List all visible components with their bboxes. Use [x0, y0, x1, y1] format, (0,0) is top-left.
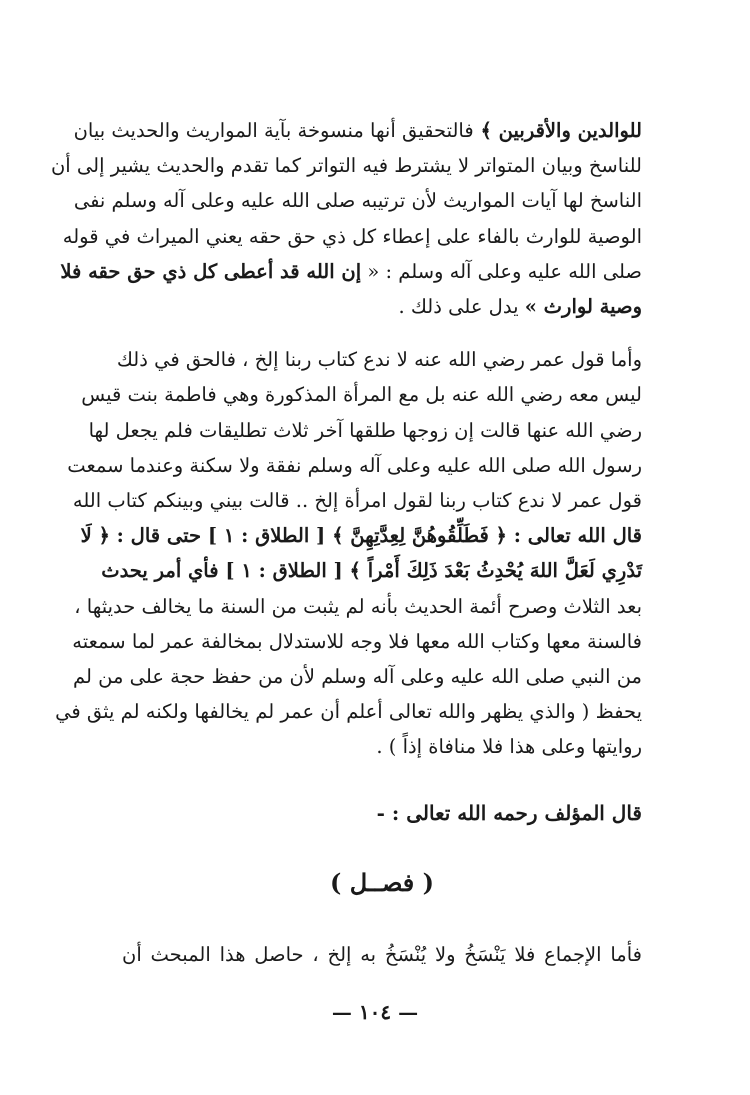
paragraph-1-line-6: [122, 289, 642, 324]
line-text: يدل على ذلك .: [398, 295, 525, 319]
paragraph-3-line-1: فأما الإجماع فلا يَنْسَخُ ولا يُنْسَخُ به إلخ ، حاصل هذا المبحث أن: [122, 942, 642, 966]
line-text: صلى الله عليه وعلى آله وسلم : «: [361, 259, 642, 283]
line-text: الناسخ لها آيات المواريث لأن ترتيبه صلى الله عليه وعلى آله وسلم نفى: [73, 189, 642, 213]
hadith-quote-bold-end: وصية لوارث »: [524, 295, 642, 319]
paragraph-2-line-9: فالسنة معها وكتاب الله معها فلا وجه للاستدلال بمخالفة عمر لما سمعته: [72, 629, 642, 653]
paragraph-2-line-5: قول عمر لا ندع كتاب ربنا لقول امرأة إلخ .. قالت بيني وبينكم كتاب الله: [72, 489, 642, 513]
paragraph-2-line-12: روايتها وعلى هذا فلا منافاة إذاً ) .: [376, 735, 642, 759]
paragraph-2-line-3: رضي الله عنها قالت إن زوجها طلقها آخر ثلاث تطليقات فلم يجعل لها: [88, 418, 642, 442]
paragraph-2-line-1: وأما قول عمر رضي الله عنه لا ندع كتاب ربنا إلخ ، فالحق في ذلك: [116, 348, 642, 372]
paragraph-1-line-3: [73, 183, 642, 218]
paragraph-2-line-4: رسول الله صلى الله عليه وعلى آله وسلم نفقة ولا سكنة وعندما سمعت: [67, 453, 642, 477]
paragraph-1-line-1: [73, 113, 642, 148]
paragraph-2-line-2: ليس معه رضي الله عنه بل مع المرأة المذكورة وهي فاطمة بنت قيس: [81, 383, 642, 407]
paragraph-2: [55, 342, 642, 764]
hadith-quote-bold: إن الله قد أعطى كل ذي حق حقه فلا: [60, 259, 362, 283]
paragraph-2-line-8: بعد الثلاث وصرح أئمة الحديث بأنه لم يثبت من السنة ما يخالف حديثها ،: [74, 594, 642, 618]
line-text: الوصية للوارث بالفاء على إعطاء كل ذي حق حقه يعني الميراث في قوله: [62, 224, 642, 248]
paragraph-1-line-4: [62, 219, 642, 254]
paragraph-1: [50, 113, 642, 324]
paragraph-2-line-7: تَدْرِي لَعَلَّ اللهَ يُحْدِثُ بَعْدَ ذَلِكَ أَمْراً ﴾ [ الطلاق : ١ ] فأي أمر يحدث: [101, 559, 642, 583]
section-title: ( فصــل ): [330, 867, 434, 897]
line-text: فالتحقيق أنها منسوخة بآية المواريث والحديث بيان: [73, 119, 474, 142]
paragraph-2-line-11: يحفظ ( والذي يظهر والله تعالى أعلم أن عمر لم يخالفها ولكنه لم يثق في: [55, 700, 642, 724]
paragraph-2-line-10: من النبي صلى الله عليه وعلى آله وسلم لأن من حفظ حجة على من لم: [73, 665, 642, 689]
paragraph-1-line-5: [60, 254, 642, 289]
page-number: — ١٠٤ —: [331, 1000, 419, 1024]
paragraph-2-line-6: قال الله تعالى : ﴿ فَطَلِّقُوهُنَّ لِعِدَّتِهِنَّ ﴾ [ الطلاق : ١ ] حتى قال : ﴿ لَا: [80, 524, 642, 548]
line-text: للناسخ وبيان المتواتر لا يشترط فيه التواتر كما تقدم والحديث يشير إلى أن: [50, 154, 642, 178]
paragraph-3: [122, 937, 642, 972]
author-heading: قال المؤلف رحمه الله تعالى : -: [376, 800, 642, 825]
quran-fragment-bold: للوالدين والأقربين ﴾: [473, 119, 642, 142]
paragraph-1-line-2: [50, 148, 642, 183]
